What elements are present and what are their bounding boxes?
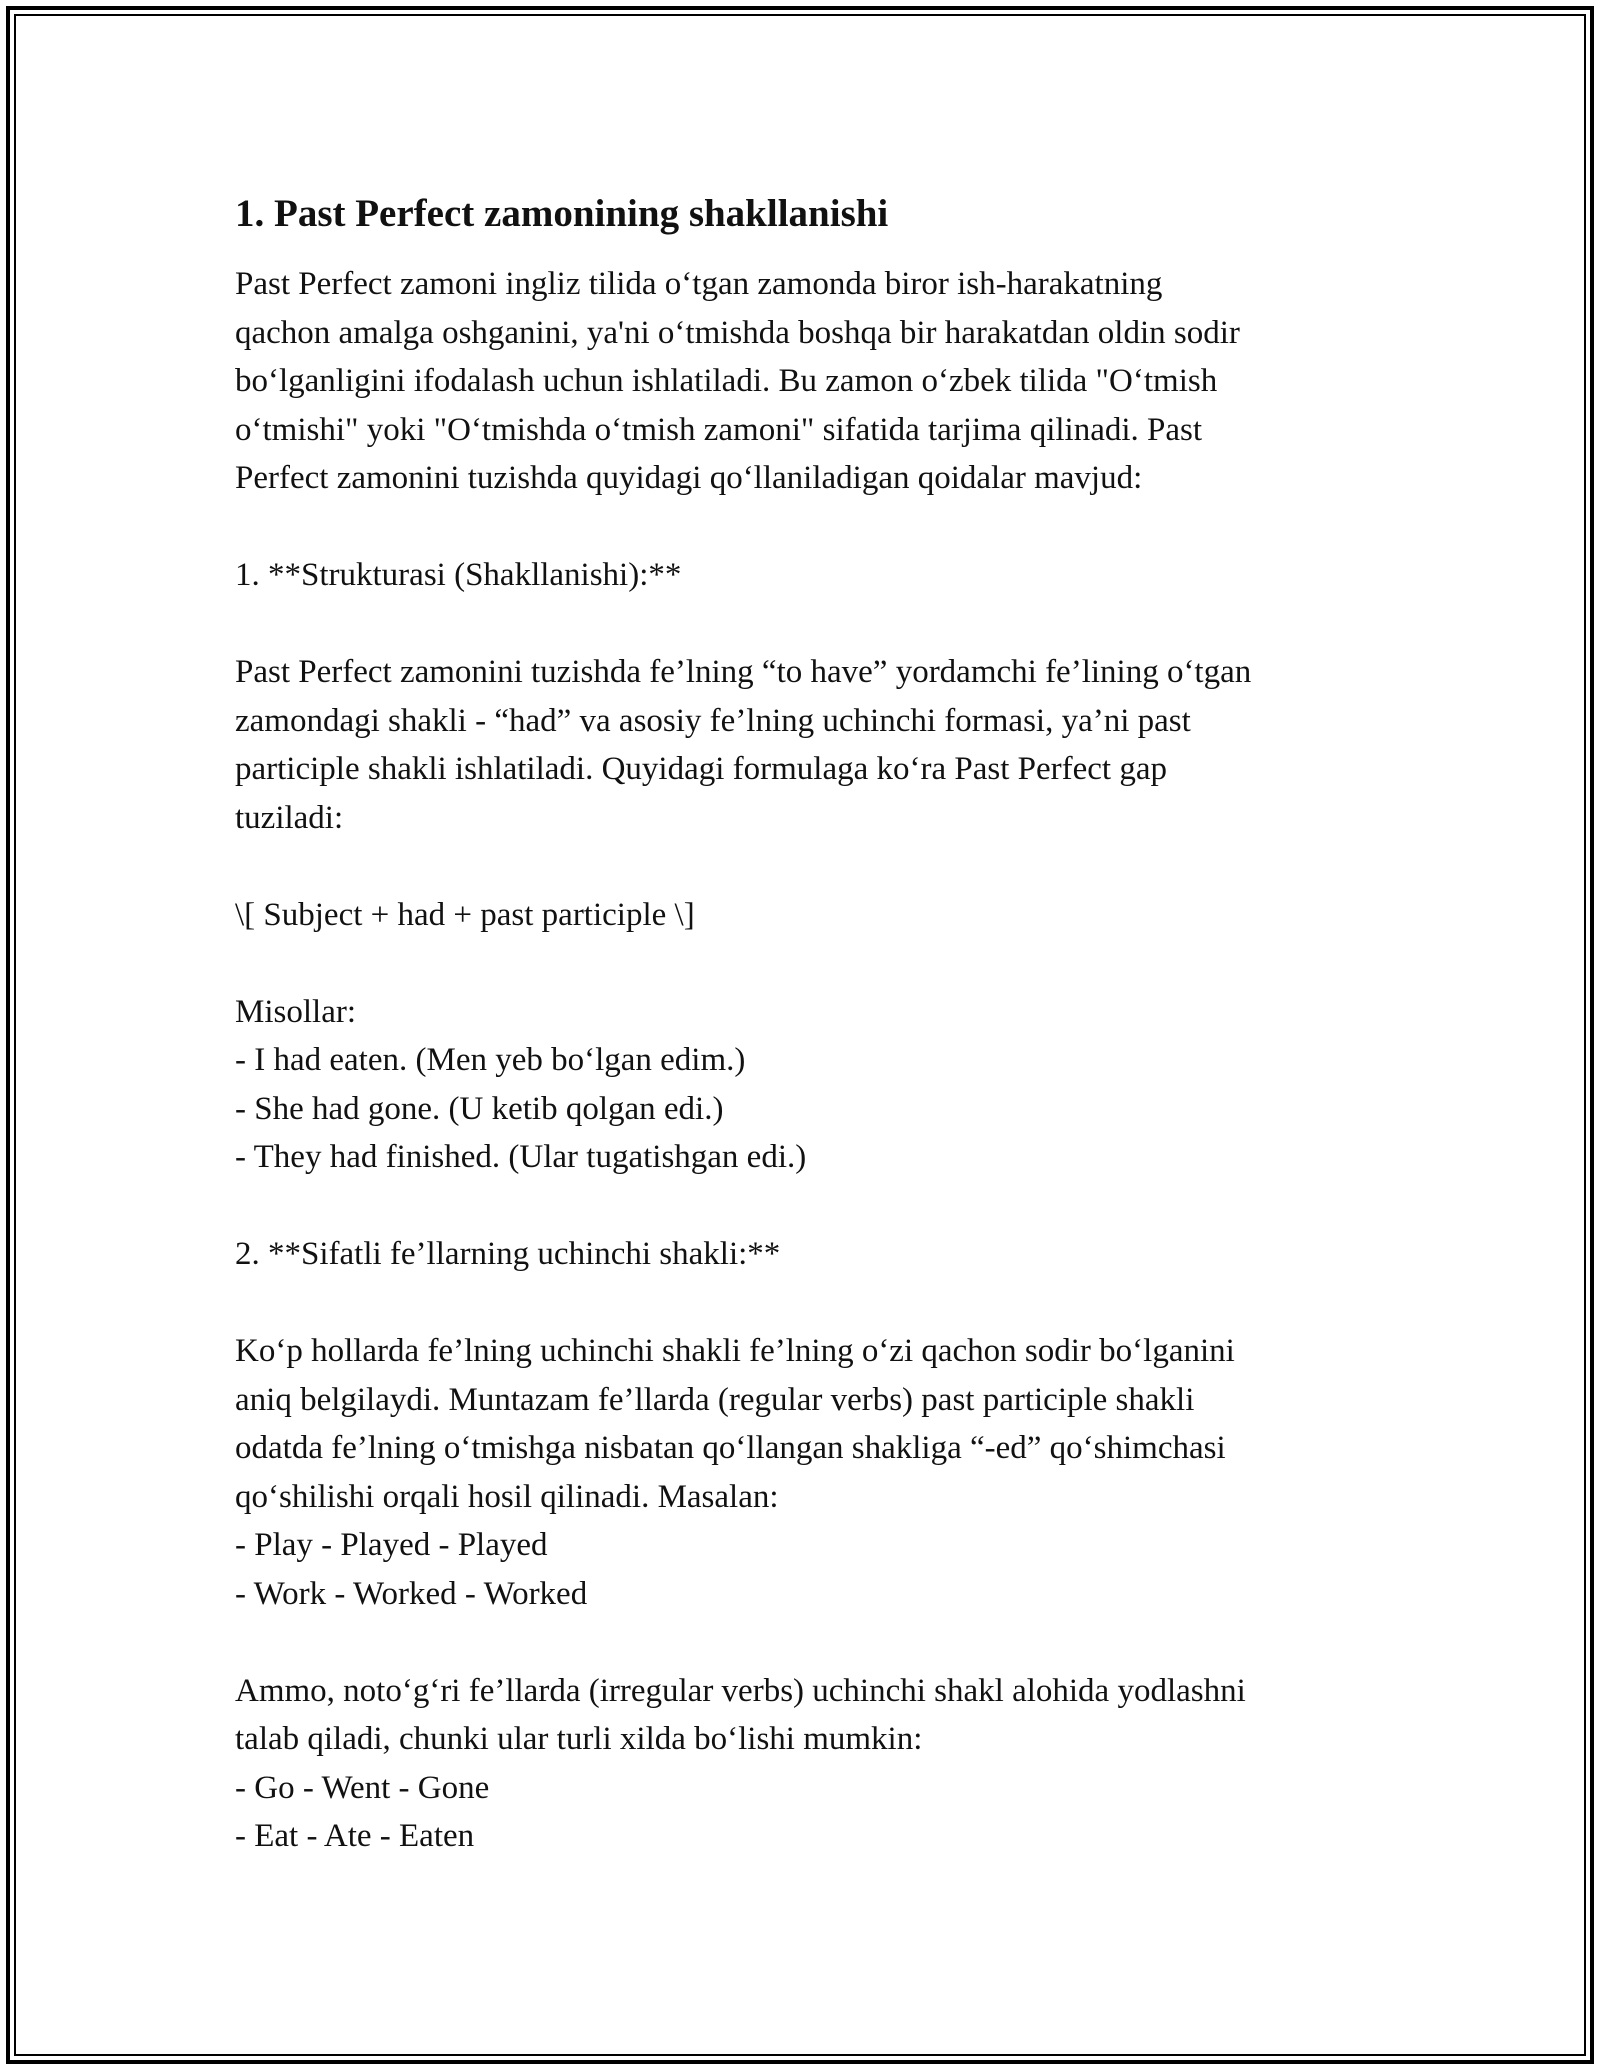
text-line: participle shakli ishlatiladi. Quyidagi formulaga ko‘ra Past Perfect gap bbox=[235, 751, 1167, 787]
document-heading: 1. Past Perfect zamonining shakllanishi bbox=[235, 192, 889, 235]
list-item: - I had eaten. (Men yeb bo‘lgan edim.) bbox=[235, 1042, 746, 1078]
document-body bbox=[235, 180, 1385, 1861]
section2-title: 2. **Sifatli fe’llarning uchinchi shakli:** bbox=[235, 1236, 781, 1272]
text-line: Past Perfect zamoni ingliz tilida o‘tgan zamonda biror ish-harakatning bbox=[235, 266, 1163, 302]
text-line: qo‘shilishi orqali hosil qilinadi. Masalan: bbox=[235, 1478, 779, 1515]
text-line: qachon amalga oshganini, ya'ni o‘tmishda boshqa bir harakatdan oldin sodir bbox=[235, 314, 1240, 351]
intro-paragraph bbox=[235, 260, 1385, 503]
examples-block bbox=[235, 988, 1385, 1182]
text-line: bo‘lganligini ifodalash uchun ishlatiladi. Bu zamon o‘zbek tilida "O‘tmish bbox=[235, 363, 1218, 399]
formula-line: \[ Subject + had + past participle \] bbox=[235, 896, 695, 933]
text-line: Perfect zamonini tuzishda quyidagi qo‘llaniladigan qoidalar mavjud: bbox=[235, 460, 1143, 496]
list-item: - Work - Worked - Worked bbox=[235, 1575, 588, 1612]
text-line: zamondagi shakli - “had” va asosiy fe’lning uchinchi formasi, ya’ni past bbox=[235, 702, 1191, 739]
irregular-verbs-paragraph bbox=[235, 1667, 1385, 1861]
list-item: - Go - Went - Gone bbox=[235, 1769, 490, 1806]
text-line: aniq belgilaydi. Muntazam fe’llarda (regular verbs) past participle shakli bbox=[235, 1381, 1195, 1418]
text-line: Misollar: bbox=[235, 993, 356, 1030]
regular-verbs-paragraph bbox=[235, 1327, 1385, 1618]
list-item: - They had finished. (Ular tugatishgan edi.) bbox=[235, 1139, 807, 1175]
text-line: Ammo, noto‘g‘ri fe’llarda (irregular verbs) uchinchi shakl alohida yodlashni bbox=[235, 1672, 1246, 1709]
list-item: - Eat - Ate - Eaten bbox=[235, 1818, 475, 1854]
structure-paragraph bbox=[235, 648, 1385, 842]
text-line: Past Perfect zamonini tuzishda fe’lning “to have” yordamchi fe’lining o‘tgan bbox=[235, 654, 1252, 690]
text-line: talab qiladi, chunki ular turli xilda bo‘lishi mumkin: bbox=[235, 1721, 923, 1757]
text-line: tuziladi: bbox=[235, 799, 344, 836]
list-item: - She had gone. (U ketib qolgan edi.) bbox=[235, 1090, 724, 1127]
text-line: odatda fe’lning o‘tmishga nisbatan qo‘llangan shakliga “-ed” qo‘shimchasi bbox=[235, 1430, 1226, 1466]
section1-title: 1. **Strukturasi (Shakllanishi):** bbox=[235, 557, 682, 593]
text-line: Ko‘p hollarda fe’lning uchinchi shakli fe’lning o‘zi qachon sodir bo‘lganini bbox=[235, 1333, 1235, 1369]
list-item: - Play - Played - Played bbox=[235, 1527, 548, 1563]
text-line: o‘tmishi" yoki "O‘tmishda o‘tmish zamoni" sifatida tarjima qilinadi. Past bbox=[235, 411, 1203, 448]
